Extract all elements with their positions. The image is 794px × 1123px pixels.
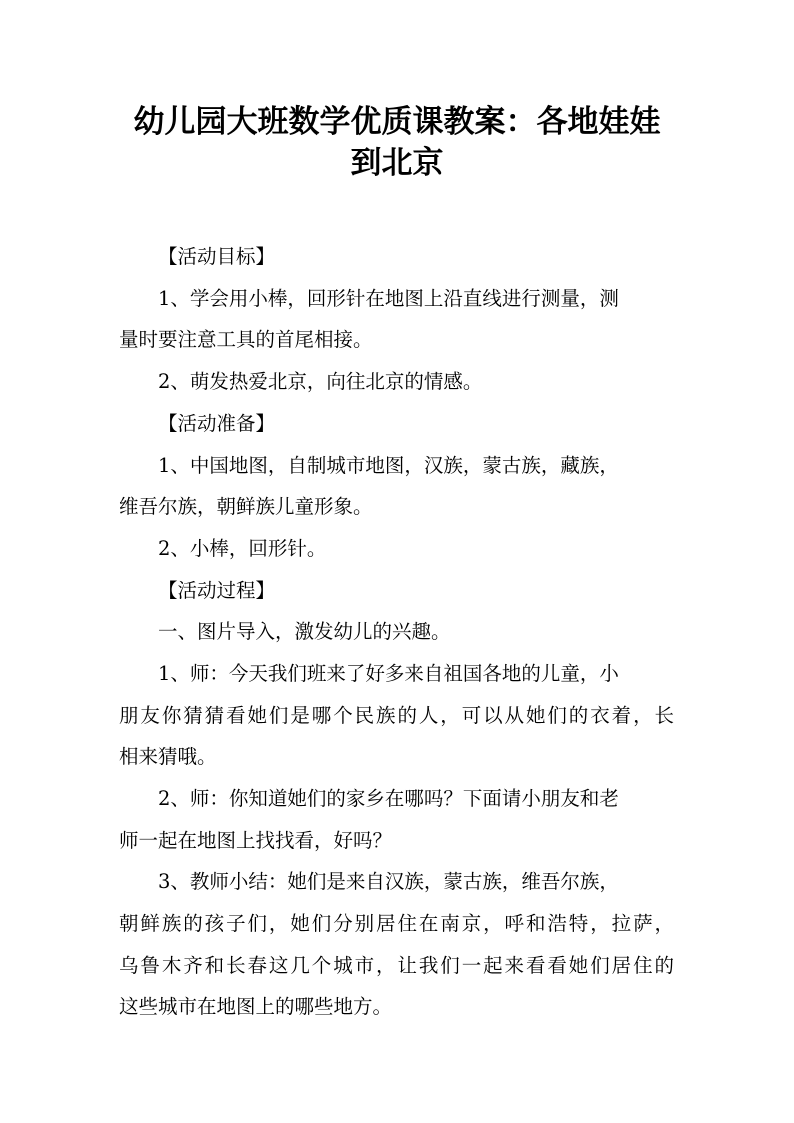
paragraph-line: 2、萌发热爱北京，向往北京的情感。 [158,370,483,393]
paragraph-line: 2、小棒，回形针。 [158,537,327,560]
paragraph-line: 维吾尔族，朝鲜族儿童形象。 [119,495,373,518]
paragraph-line: 这些城市在地图上的哪些地方。 [119,995,393,1018]
paragraph-line: 3、教师小结：她们是来自汉族，蒙古族，维吾尔族， [158,870,619,893]
paragraph-line: 相来猜哦。 [119,745,217,768]
paragraph-line: 朋友你猜猜看她们是哪个民族的人，可以从她们的衣着，长 [119,704,674,727]
paragraph-line: 1、中国地图，自制城市地图，汉族，蒙古族，藏族， [158,454,619,477]
document-title-line-1: 幼儿园大班数学优质课教案：各地娃娃 [133,104,661,140]
paragraph-line: 1、学会用小棒，回形针在地图上沿直线进行测量，测 [158,287,619,310]
paragraph-line: 乌鲁木齐和长春这几个城市，让我们一起来看看她们居住的 [119,954,674,977]
paragraph-line: 量时要注意工具的首尾相接。 [119,328,373,351]
paragraph-line: 一、图片导入，激发幼儿的兴趣。 [158,620,451,643]
paragraph-line: 2、师：你知道她们的家乡在哪吗？下面请小朋友和老 [158,787,619,810]
paragraph-line: 1、师：今天我们班来了好多来自祖国各地的儿童，小 [158,662,619,685]
document-title-line-2: 到北京 [350,145,444,181]
paragraph-line: 朝鲜族的孩子们，她们分别居住在南京，呼和浩特，拉萨， [119,912,674,935]
section-heading-preparation: 【活动准备】 [158,412,276,435]
section-heading-goals: 【活动目标】 [158,245,276,268]
paragraph-line: 师一起在地图上找找看，好吗？ [119,829,393,852]
section-heading-process: 【活动过程】 [158,579,276,602]
